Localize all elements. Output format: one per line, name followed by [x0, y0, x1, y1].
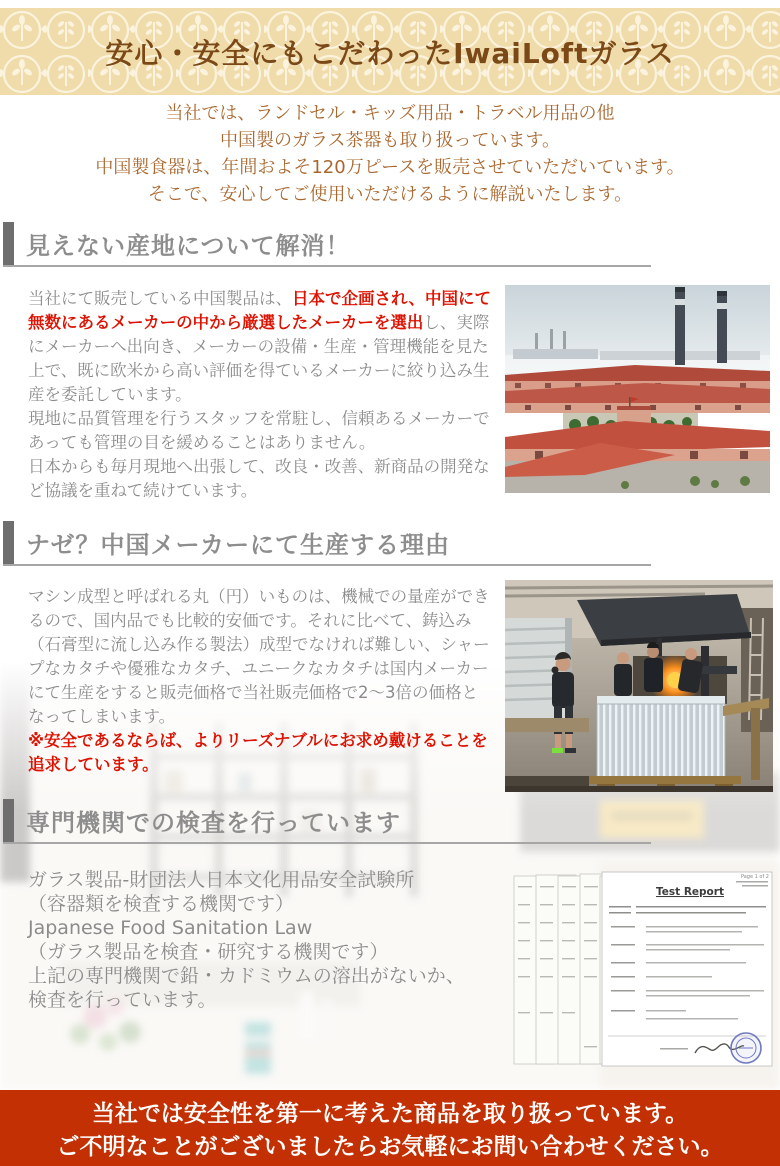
- inspection-line: Japanese Food Sanitation Law: [28, 917, 313, 939]
- page-title: 安心・安全にもこだわったIwaiLoftガラス: [105, 36, 675, 70]
- inspection-line: （容器類を検査する機関です）: [28, 893, 295, 915]
- section-heading-why-china: [3, 521, 651, 566]
- highlight-red-paragraph: ※安全であるならば、よりリーズナブルにお求め戴けることを追求しています。: [28, 731, 488, 774]
- section-heading-inspection: [3, 799, 651, 844]
- inspection-line: 検査を行っています。: [28, 989, 217, 1011]
- heading-text: 専門機関での検査を行っています: [26, 809, 401, 837]
- test-report-document-photo: [512, 864, 775, 1072]
- intro-text: [0, 100, 780, 208]
- report-page-info: Page 1 of 2: [740, 874, 769, 880]
- report-title: Test Report: [656, 886, 724, 898]
- intro-line: 当社では、ランドセル・キッズ用品・トラベル用品の他: [165, 103, 615, 124]
- heading-bar: [3, 521, 14, 564]
- inspection-line: （ガラス製品を検査・研究する機関です）: [28, 941, 389, 963]
- section-heading-origin: [3, 222, 651, 267]
- section-inspection-text: [28, 868, 498, 1012]
- section-why-china-text: [28, 585, 493, 777]
- paragraph: 当社にて販売している中国製品は、日本で企画され、中国にて無数にあるメーカーの中から厳選したメーカーを選出し、実際にメーカーへ出向き、メーカーの設備・生産・管理機能を見た上で、既に欧米から高い評価を得ているメーカーに絞り込み生産を委託しています。: [28, 289, 491, 404]
- paragraph: 現地に品質管理を行うスタッフを常駐し、信頼あるメーカーであっても管理の目を緩めることはありません。: [28, 409, 490, 452]
- factory-aerial-photo: [505, 285, 770, 493]
- stamp-icon: [731, 1033, 761, 1063]
- header-banner: [0, 8, 780, 95]
- footer-line: 当社では安全性を第一に考えた商品を取り扱っています。: [91, 1101, 689, 1127]
- glass-factory-interior-photo: [505, 580, 773, 792]
- heading-bar: [3, 799, 14, 842]
- inspection-line: 上記の専門機関で鉛・カドミウムの溶出がないか、: [28, 965, 465, 987]
- highlight-red-text: 日本で企画され、中国にて無数にあるメーカーの中から厳選したメーカーを選出: [28, 289, 491, 332]
- glass-tube-stack: [597, 704, 725, 778]
- intro-line: そこで、安心してご使用いただけるように解説いたします。: [147, 184, 633, 205]
- heading-text: ナゼ？中国メーカーにて生産する理由: [26, 531, 451, 559]
- footer-banner: [0, 1090, 780, 1166]
- heading-bar: [3, 222, 14, 265]
- footer-line: ご不明なことがございましたらお気軽にお問い合わせください。: [56, 1134, 724, 1160]
- paragraph: マシン成型と呼ばれる丸（円）いものは、機械での量産ができるので、国内品でも比較的安価です。それに比べて、鋳込み（石膏型に流し込み作る製法）成型でなければ難しい、シャープなカタチや優雅なカタチ、ユニークなカタチは国内メーカーにて生産をすると販売価格で当社販売価格で2〜3倍の価格となってしまいます。: [28, 587, 490, 726]
- section-origin-text: [28, 287, 493, 503]
- paragraph: 日本からも毎月現地へ出張して、改良・改善、新商品の開発など協議を重ねて続けています。: [28, 457, 490, 500]
- intro-line: 中国製のガラス茶器も取り扱っています。: [219, 130, 561, 151]
- inspection-line: ガラス製品-財団法人日本文化用品安全試験所: [28, 869, 415, 891]
- heading-text: 見えない産地について解消！: [26, 232, 351, 260]
- intro-line: 中国製食器は、年間およそ120万ピースを販売させていただいています。: [95, 157, 685, 178]
